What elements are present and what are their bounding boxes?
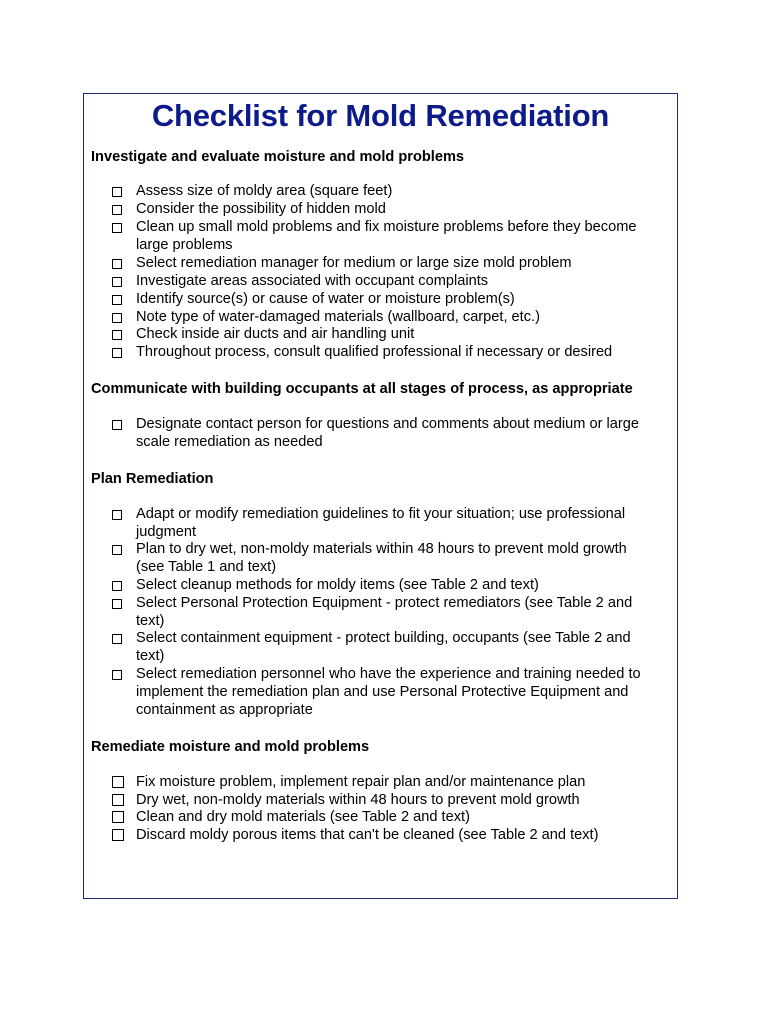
checklist-item: Fix moisture problem, implement repair plan and/or maintenance plan (112, 774, 652, 792)
checklist-item: Consider the possibility of hidden mold (112, 201, 652, 219)
checklist-item: Check inside air ducts and air handling unit (112, 326, 652, 344)
checkbox[interactable] (112, 634, 122, 644)
checkbox[interactable] (112, 259, 122, 269)
checkbox[interactable] (112, 420, 122, 430)
checklist-frame (83, 93, 678, 899)
checklist-item: Clean and dry mold materials (see Table 2 and text) (112, 809, 652, 827)
checkbox[interactable] (112, 277, 122, 287)
checkbox[interactable] (112, 829, 124, 841)
checkbox[interactable] (112, 187, 122, 197)
checkbox[interactable] (112, 205, 122, 215)
checkbox[interactable] (112, 223, 122, 233)
checklist-item: Investigate areas associated with occupant complaints (112, 273, 652, 291)
checkbox[interactable] (112, 545, 122, 555)
section-heading-communicate: Communicate with building occupants at all stages of process, as appropriate (91, 381, 633, 397)
checklist-item: Throughout process, consult qualified professional if necessary or desired (112, 344, 652, 362)
checklist-item: Clean up small mold problems and fix moisture problems before they become large problems (112, 219, 652, 255)
checkbox[interactable] (112, 811, 124, 823)
checklist-item: Adapt or modify remediation guidelines to fit your situation; use professional judgment (112, 506, 652, 542)
checklist-item: Select remediation manager for medium or large size mold problem (112, 255, 652, 273)
checklist-item: Note type of water-damaged materials (wallboard, carpet, etc.) (112, 309, 652, 327)
checklist-item: Designate contact person for questions and comments about medium or large scale remediation as needed (112, 416, 652, 452)
section-heading-remediate: Remediate moisture and mold problems (91, 739, 370, 755)
checkbox[interactable] (112, 776, 124, 788)
section-heading-plan: Plan Remediation (91, 471, 214, 487)
checkbox[interactable] (112, 295, 122, 305)
checklist-item: Identify source(s) or cause of water or moisture problem(s) (112, 291, 652, 309)
checkbox[interactable] (112, 599, 122, 609)
checkbox[interactable] (112, 670, 122, 680)
checkbox[interactable] (112, 794, 124, 806)
checkbox[interactable] (112, 510, 122, 520)
page-title: Checklist for Mold Remediation (151, 98, 610, 133)
checklist-item: Discard moldy porous items that can't be cleaned (see Table 2 and text) (112, 827, 652, 845)
checklist-item: Plan to dry wet, non-moldy materials within 48 hours to prevent mold growth (see Table 1 and text) (112, 541, 652, 577)
checklist-item: Select containment equipment - protect building, occupants (see Table 2 and text) (112, 630, 652, 666)
section-heading-investigate: Investigate and evaluate moisture and mold problems (91, 149, 465, 165)
checklist-item: Select cleanup methods for moldy items (see Table 2 and text) (112, 577, 652, 595)
checklist-item: Select remediation personnel who have the experience and training needed to implement the remediation plan and use Personal Protective Equipment and containment as appropriate (112, 666, 652, 719)
checklist-item: Assess size of moldy area (square feet) (112, 183, 652, 201)
checklist-item: Select Personal Protection Equipment - protect remediators (see Table 2 and text) (112, 595, 652, 631)
checkbox[interactable] (112, 313, 122, 323)
checkbox[interactable] (112, 581, 122, 591)
checklist-item: Dry wet, non-moldy materials within 48 hours to prevent mold growth (112, 792, 652, 810)
checkbox[interactable] (112, 330, 122, 340)
checkbox[interactable] (112, 348, 122, 358)
